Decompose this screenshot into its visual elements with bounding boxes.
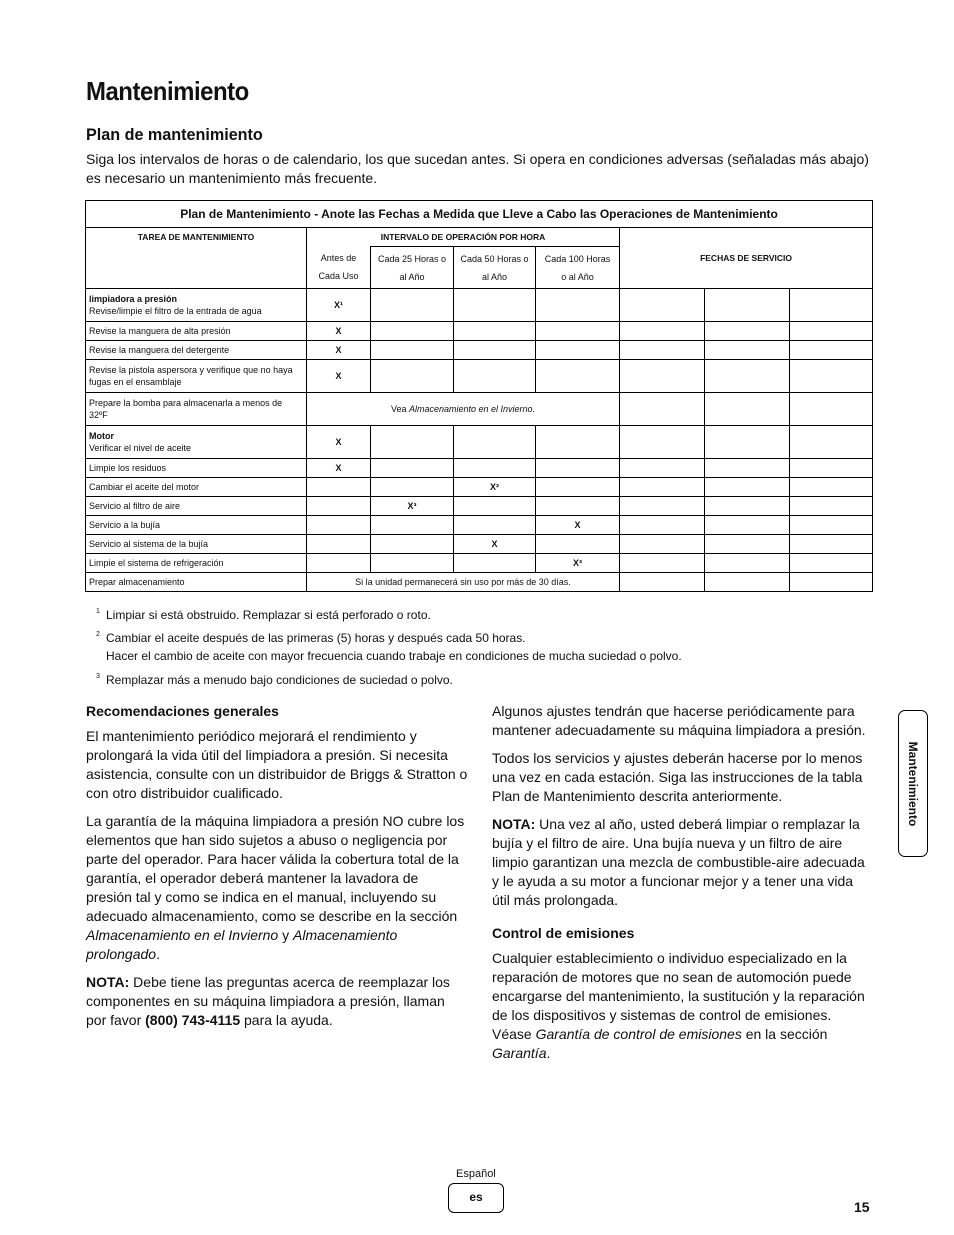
mark-cell: X bbox=[307, 426, 371, 459]
table-row bbox=[86, 573, 873, 592]
table-row bbox=[86, 322, 873, 341]
paragraph: Todos los servicios y ajustes deberán hacerse por lo menos una vez en cada estación. Siga las instrucciones de la tabla Plan de Mantenimiento descrita anteriormente. bbox=[492, 750, 863, 804]
paragraph: El mantenimiento periódico mejorará el rendimiento y prolongará la vida útil del limpiadora a presión. Si necesita asistencia, consulte con un distribuidor de Briggs & Stratton o con otro distribuidor cualificado. bbox=[86, 728, 468, 801]
sub-before-use: Antes de Cada Uso bbox=[307, 247, 371, 289]
table-row bbox=[86, 554, 873, 573]
footnote-1: 1 Limpiar si está obstruido. Remplazar si está perforado o roto. bbox=[96, 608, 431, 622]
table-row bbox=[86, 341, 873, 360]
task-cell: Cambiar el aceite del motor bbox=[86, 478, 307, 497]
task-cell: limpiadora a presión Revise/limpie el filtro de la entrada de agua bbox=[86, 289, 307, 322]
mark-cell: X bbox=[307, 341, 371, 360]
footnote-2: 2 Cambiar el aceite después de las primeras (5) horas y después cada 50 horas. Hacer el cambio de aceite con mayor frecuencia cuando trabaje en condiciones de mucha suciedad o polvo. bbox=[96, 631, 682, 663]
section-side-tab: Mantenimiento bbox=[898, 710, 928, 857]
mark-cell: X¹ bbox=[307, 289, 371, 322]
mark-cell: X² bbox=[454, 478, 536, 497]
emissions-control-heading: Control de emisiones bbox=[492, 925, 635, 941]
mark-cell: X bbox=[454, 535, 536, 554]
task-cell: Prepare la bomba para almacenarla a menos de 32ºF bbox=[86, 393, 307, 426]
span-cell: Si la unidad permanecerá sin uso por más de 30 días. bbox=[307, 573, 620, 592]
mark-cell: X bbox=[536, 516, 620, 535]
task-cell: Servicio al sistema de la bujía bbox=[86, 535, 307, 554]
section-title: Plan de mantenimiento bbox=[86, 125, 263, 144]
sub-50-hours: Cada 50 Horas o al Año bbox=[454, 247, 536, 289]
paragraph: Algunos ajustes tendrán que hacerse periódicamente para mantener adecuadamente su máquina limpiadora a presión. bbox=[492, 703, 866, 738]
page-number: 15 bbox=[854, 1199, 870, 1215]
paragraph: La garantía de la máquina limpiadora a presión NO cubre los elementos que han sido sujetos a abuso o negligencia por parte del operador. Para hacer válida la cobertura total de la garantía, el operador deberá mantener la lavadora de presión tal y como se indica en el manual, incluyendo su adecuado almacenamiento, como se describe en la sección Almacenamiento en el Invierno y Almacenamiento prolongado. bbox=[86, 813, 465, 962]
right-column bbox=[492, 702, 874, 1072]
language-code-badge: es bbox=[448, 1183, 504, 1213]
note-paragraph: NOTA: Una vez al año, usted deberá limpiar o remplazar la bujía y el filtro de aire. Una bujía nueva y un filtro de aire limpio garantizan una mezcla de combustible-aire adecuada y le ayuda a su motor a funcionar mejor y a tener una vida útil más prolongada. bbox=[492, 816, 865, 908]
sub-25-hours: Cada 25 Horas o al Año bbox=[371, 247, 454, 289]
span-cell: Vea Almacenamiento en el Invierno. bbox=[307, 393, 620, 426]
table-title-row bbox=[86, 201, 873, 228]
footnote-3: 3 Remplazar más a menudo bajo condiciones de suciedad o polvo. bbox=[96, 673, 453, 687]
phone-number: (800) 743-4115 bbox=[145, 1012, 241, 1028]
task-cell: Limpie el sistema de refrigeración bbox=[86, 554, 307, 573]
table-row bbox=[86, 289, 873, 322]
left-column bbox=[86, 702, 468, 1039]
sub-100-hours: Cada 100 Horas o al Año bbox=[536, 247, 620, 289]
table-row bbox=[86, 459, 873, 478]
table-row bbox=[86, 497, 873, 516]
task-cell: Servicio a la bujía bbox=[86, 516, 307, 535]
mark-cell: X bbox=[307, 459, 371, 478]
intro-text: Siga los intervalos de horas o de calendario, los que sucedan antes. Si opera en condiciones adversas (señaladas más abajo) es necesario un mantenimiento más frecuente. bbox=[86, 151, 869, 186]
task-cell: Revise la manguera del detergente bbox=[86, 341, 307, 360]
mark-cell: X bbox=[307, 360, 371, 393]
paragraph: Cualquier establecimiento o individuo especializado en la reparación de motores que no sean de automoción puede encargarse del mantenimiento, la sustitución y la reparación de los dispositivos y sistemas de control de emisiones. Véase Garantía de control de emisiones en la sección Garantía. bbox=[492, 950, 865, 1061]
task-cell: Motor Verificar el nivel de aceite bbox=[86, 426, 307, 459]
task-cell: Servicio al filtro de aire bbox=[86, 497, 307, 516]
col-task-header: TAREA DE MANTENIMIENTO bbox=[86, 228, 307, 289]
general-recommendations-heading: Recomendaciones generales bbox=[86, 703, 279, 719]
maintenance-table bbox=[85, 200, 873, 592]
table-row bbox=[86, 478, 873, 497]
task-cell: Revise la pistola aspersora y verifique que no haya fugas en el ensamblaje bbox=[86, 360, 307, 393]
col-dates-header: FECHAS DE SERVICIO bbox=[620, 228, 873, 289]
table-row bbox=[86, 535, 873, 554]
table-row bbox=[86, 360, 873, 393]
mark-cell: X bbox=[307, 322, 371, 341]
note-paragraph: NOTA: Debe tiene las preguntas acerca de reemplazar los componentes en su máquina limpiadora a presión, llaman por favor (800) 743-4115 para la ayuda. bbox=[86, 974, 450, 1028]
mark-cell: X³ bbox=[371, 497, 454, 516]
task-cell: Revise la manguera de alta presión bbox=[86, 322, 307, 341]
table-row bbox=[86, 426, 873, 459]
language-label: Español bbox=[456, 1168, 496, 1180]
mark-cell: X³ bbox=[536, 554, 620, 573]
table-title: Plan de Mantenimiento - Anote las Fechas a Medida que Lleve a Cabo las Operaciones de Mantenimiento bbox=[86, 201, 873, 228]
table-row bbox=[86, 516, 873, 535]
table-header-row bbox=[86, 228, 873, 247]
task-cell: Limpie los residuos bbox=[86, 459, 307, 478]
table-row bbox=[86, 393, 873, 426]
page-title: Mantenimiento bbox=[86, 76, 249, 106]
col-interval-header: INTERVALO DE OPERACIÓN POR HORA bbox=[307, 228, 620, 247]
task-cell: Prepar almacenamiento bbox=[86, 573, 307, 592]
